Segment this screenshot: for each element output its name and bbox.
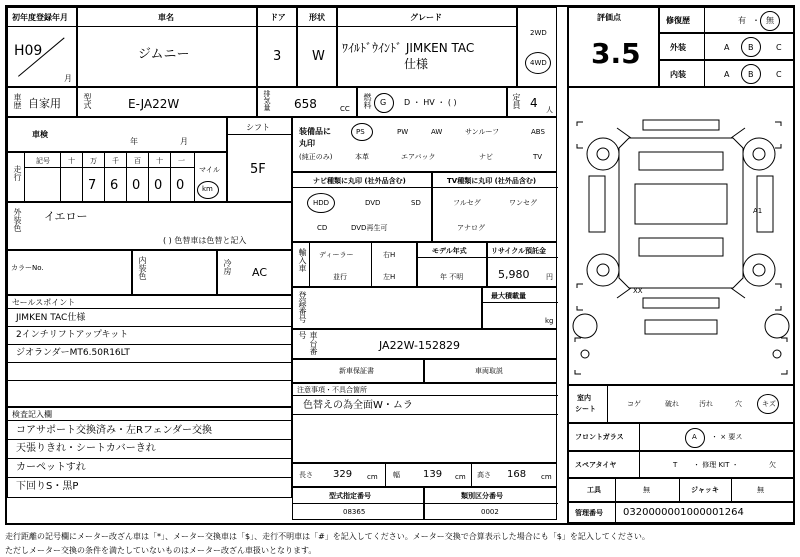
grade-cell [337,7,517,87]
inspection-cell [7,117,227,152]
usage-cell [7,87,77,117]
equipment-item-aw: AW [431,128,443,136]
tools-cell [567,478,795,502]
front-glass-cell [567,423,795,451]
displacement-value: 658 [294,97,317,111]
diagram-mark-a1: A1 [753,207,763,215]
digit-header: 十 [68,157,75,165]
length-value: 329 [333,469,353,480]
shape-cell [297,7,337,87]
inspection-notes-cell [7,407,292,498]
management-number-cell [567,502,795,523]
tv-label: TV種類に丸印 (社外品含む) [447,177,537,185]
equipment-item-abs: ABS [531,128,545,136]
model-year-cell [417,242,487,287]
sales-point: ジオランダーMT6.50R16LT [16,348,130,358]
mileage-cell [7,152,227,202]
sales-point: JIMKEN TAC仕様 [16,313,86,323]
mileage-digit: 6 [110,178,119,193]
first-registration-value: H09 [14,43,43,59]
repair-yes: 有 [738,16,746,25]
exterior-color-value: イエロー [44,210,88,223]
digit-header: 百 [134,157,141,165]
jack-value: 無 [757,486,764,494]
interior-c: C [776,70,782,79]
notes-value: 色替えの為全面W・ムラ [303,400,413,411]
repair-no: 無 [766,16,774,25]
import-label: 輸入車 [298,248,307,272]
damage-diagram-cell [567,87,795,385]
inspection-year-unit: 年 [130,137,138,146]
grade-value-line2: 仕様 [404,57,429,71]
car-outline-diagram [569,88,793,382]
inspection-note: 下回りS・黒P [16,481,79,492]
digit-header: 十 [156,157,163,165]
import-cell [292,242,417,287]
equipment-item-tv: TV [533,153,543,161]
seat-item-stain: 汚れ [699,400,713,408]
model-label: 型式 [83,93,92,109]
exterior-grade-cell [659,33,795,60]
notes-label: 注意事項・不具合箇所 [297,386,367,394]
equipment-item-navi: ナビ [479,153,493,161]
navi-item-dvd: DVD [365,199,381,207]
aircon-label: 冷房 [223,259,232,275]
navi-item-hdd: HDD [313,199,330,207]
category-value: 0002 [481,508,499,516]
capacity-value: 4 [530,96,538,110]
footer-note-line2: ただしメーター交換の条件を満たしていないものはメーター改ざん車扱いとなります。 [5,546,317,555]
manual-cell [424,359,557,383]
spare-tire-none: 欠 [769,461,776,469]
navi-cell [292,172,432,242]
width-label: 幅 [393,471,400,479]
km-label: km [202,185,213,193]
mileage-digit: 0 [154,178,163,193]
navi-item-dvd-play: DVD再生可 [351,224,388,232]
first-registration-cell [7,7,77,87]
model-value: E-JA22W [128,97,180,111]
displacement-unit: CC [340,105,350,113]
mileage-digit: 7 [88,178,97,193]
registration-label: 登録番号 [298,291,307,323]
height-label: 高さ [477,471,491,479]
equipment-label-2: 丸印 [299,139,315,148]
usage-label: 車歴 [13,93,22,109]
chassis-cell [292,329,557,359]
spare-tire-label: スペアタイヤ [575,461,617,469]
interior-grade-label: 内装 [670,70,686,79]
car-name-cell [77,7,257,87]
footer-note-line1: 走行距離の記号欄にメーター改ざん車は「*」、メーター交換車は「$」、走行不明車は「#」を記入してください。メーター交換で合算表示した場合にも「$」を記入してください。 [5,532,650,541]
inspection-note: コアサポート交換済み・左Rフェンダー交換 [16,425,213,436]
rating-cell [567,7,659,87]
recycle-value: 5,980 [498,268,530,281]
equipment-label-3: (純正のみ) [299,153,333,161]
digit-header: 千 [112,157,119,165]
front-glass-a: A [692,433,697,441]
exterior-c: C [776,43,782,52]
type-spec-label: 型式指定番号 [329,492,371,500]
fuel-label: 燃料 [363,93,372,109]
drive-2wd: 2WD [530,29,547,37]
first-registration-label: 初年度登録年月 [12,13,68,22]
spare-tire-kit: ・ 修理 KIT ・ [693,461,739,469]
recycle-label: リサイクル預託金 [491,247,547,255]
management-number-label: 管理番号 [575,509,603,517]
inspection-notes-label: 検査記入欄 [12,410,52,419]
displacement-label: 排気量 [263,90,271,111]
shape-value: W [312,49,325,64]
shape-label: 形状 [309,13,325,22]
type-spec-cell [292,487,424,520]
door-value: 3 [273,49,282,64]
interior-b: B [748,70,754,79]
exterior-color-label: 外装色 [13,208,22,232]
sales-points-cell [7,295,292,407]
width-unit: cm [455,473,466,481]
length-unit: cm [367,473,378,481]
aircon-value: AC [252,266,268,279]
inspection-note: カーペットすれ [16,462,86,473]
seat-item-burn: コゲ [627,400,641,408]
equipment-item-airbag: エアバック [401,153,436,161]
sales-points-label: セールスポイント [12,298,76,307]
capacity-label: 定員 [512,93,521,109]
mileage-label: 走行 [13,165,22,181]
spare-tire-cell [567,451,795,478]
import-parallel: 並行 [333,273,347,281]
auction-sheet [5,5,795,525]
exterior-color-cell [7,202,292,250]
fuel-g: G [380,98,387,107]
equipment-label-1: 装備品に [299,127,331,136]
seat-item-tear: 破れ [665,400,679,408]
digit-header: 一 [178,157,185,165]
car-name-label: 車名 [158,13,174,22]
inspection-month-unit: 月 [180,137,188,146]
max-load-cell [482,287,557,329]
manual-label: 車両取説 [475,367,503,375]
model-year-label: モデル年式 [432,247,467,255]
mileage-marker: 記号 [36,157,50,165]
repair-history-label: 修復歴 [666,16,690,25]
notes-cell [292,383,557,463]
diagram-mark-xx: XX [633,287,643,295]
max-load-label: 最大積載量 [491,292,526,300]
fuel-options: D ・ HV ・ ( ) [404,98,457,107]
interior-grade-cell [659,60,795,87]
rating-value: 3.5 [591,37,641,70]
door-label: ドア [270,13,286,22]
type-spec-value: 08365 [343,508,366,516]
management-number-value: 0320000001000001264 [623,507,744,518]
exterior-b: B [748,43,754,52]
car-name-value: ジムニー [138,47,190,62]
shift-value: 5F [250,162,266,177]
category-cell [424,487,557,520]
navi-label: ナビ種類に丸印 (社外品含む) [313,177,406,185]
color-no-label: カラーNo. [11,264,44,272]
drive-cell [517,7,557,87]
tv-item-oneseg: ワンセグ [509,199,537,207]
inspection-label: 車検 [32,130,48,139]
seat-item-hole: 穴 [735,400,742,408]
aircon-cell [217,250,292,295]
tv-item-fullseg: フルセグ [453,199,481,207]
seat-label-1: 室内 [577,394,591,402]
height-unit: cm [541,473,552,481]
tools-value: 無 [643,486,650,494]
interior-color-cell [132,250,217,295]
chassis-value: JA22W-152829 [379,339,460,352]
length-label: 長さ [299,471,313,479]
grade-label: グレード [410,13,442,22]
color-no-cell [7,250,132,295]
fuel-cell [357,87,507,117]
digit-header: 万 [90,157,97,165]
front-glass-label: フロントガラス [575,433,624,441]
warranty-cell [292,359,424,383]
tools-label: 工具 [587,486,601,494]
model-year-value: 年 不明 [440,273,464,281]
capacity-cell [507,87,557,117]
width-value: 139 [423,469,443,480]
mile-label: マイル [199,166,220,174]
sales-point: 2インチリフトアップキット [16,330,129,340]
spare-tire-t: T [673,461,678,469]
equipment-item-ps: PS [356,128,365,136]
month-unit: 月 [64,74,72,83]
import-dealer: ディーラー [319,251,354,259]
height-value: 168 [507,469,527,480]
equipment-item-pw: PW [397,128,409,136]
front-glass-options: ・ × 要ス [711,433,743,441]
registration-cell [292,287,482,329]
inspection-note: 天張りきれ・シートカバーきれ [16,443,156,454]
recycle-unit: 円 [546,273,553,281]
capacity-unit: 人 [546,106,553,114]
warranty-label: 新車保証書 [339,367,374,375]
navi-item-sd: SD [411,199,421,207]
tv-item-analog: アナログ [457,224,485,232]
exterior-a: A [724,43,730,52]
recycle-cell [487,242,557,287]
tv-cell [432,172,557,242]
import-right-h: 右H [383,251,396,259]
mileage-digit: 0 [132,178,141,193]
drive-4wd: 4WD [530,59,547,67]
color-change-note: ( ) 色替車は色替と記入 [163,236,247,245]
exterior-grade-label: 外装 [670,43,686,52]
repair-history-cell [659,7,795,33]
equipment-item-leather: 本革 [355,153,369,161]
seat-condition-cell [567,385,795,423]
max-load-unit: kg [545,317,554,325]
category-label: 類別区分番号 [461,492,503,500]
interior-a: A [724,70,730,79]
interior-color-label: 内装色 [138,256,147,280]
equipment-item-sunroof: サンルーフ [465,128,500,136]
seat-item-scratch: キズ [762,400,776,408]
dimensions-cell [292,463,557,487]
displacement-cell [257,87,357,117]
mileage-digit: 0 [176,178,185,193]
shift-label: シフト [246,123,270,132]
grade-value-line1: ﾜｲﾙﾄﾞｳｲﾝﾄﾞ JIMKEN TAC [342,41,475,55]
jack-label: ジャッキ [691,486,719,494]
chassis-label: 車台番号 [298,331,318,355]
door-cell [257,7,297,87]
shift-cell [227,117,292,202]
usage-value: 自家用 [28,97,61,110]
equipment-cell [292,117,557,172]
repair-sep: ・ [752,16,760,25]
rating-label: 評価点 [597,13,621,22]
seat-label-2: シート [575,405,596,413]
navi-item-cd: CD [317,224,328,232]
import-left-h: 左H [383,273,396,281]
model-cell [77,87,257,117]
